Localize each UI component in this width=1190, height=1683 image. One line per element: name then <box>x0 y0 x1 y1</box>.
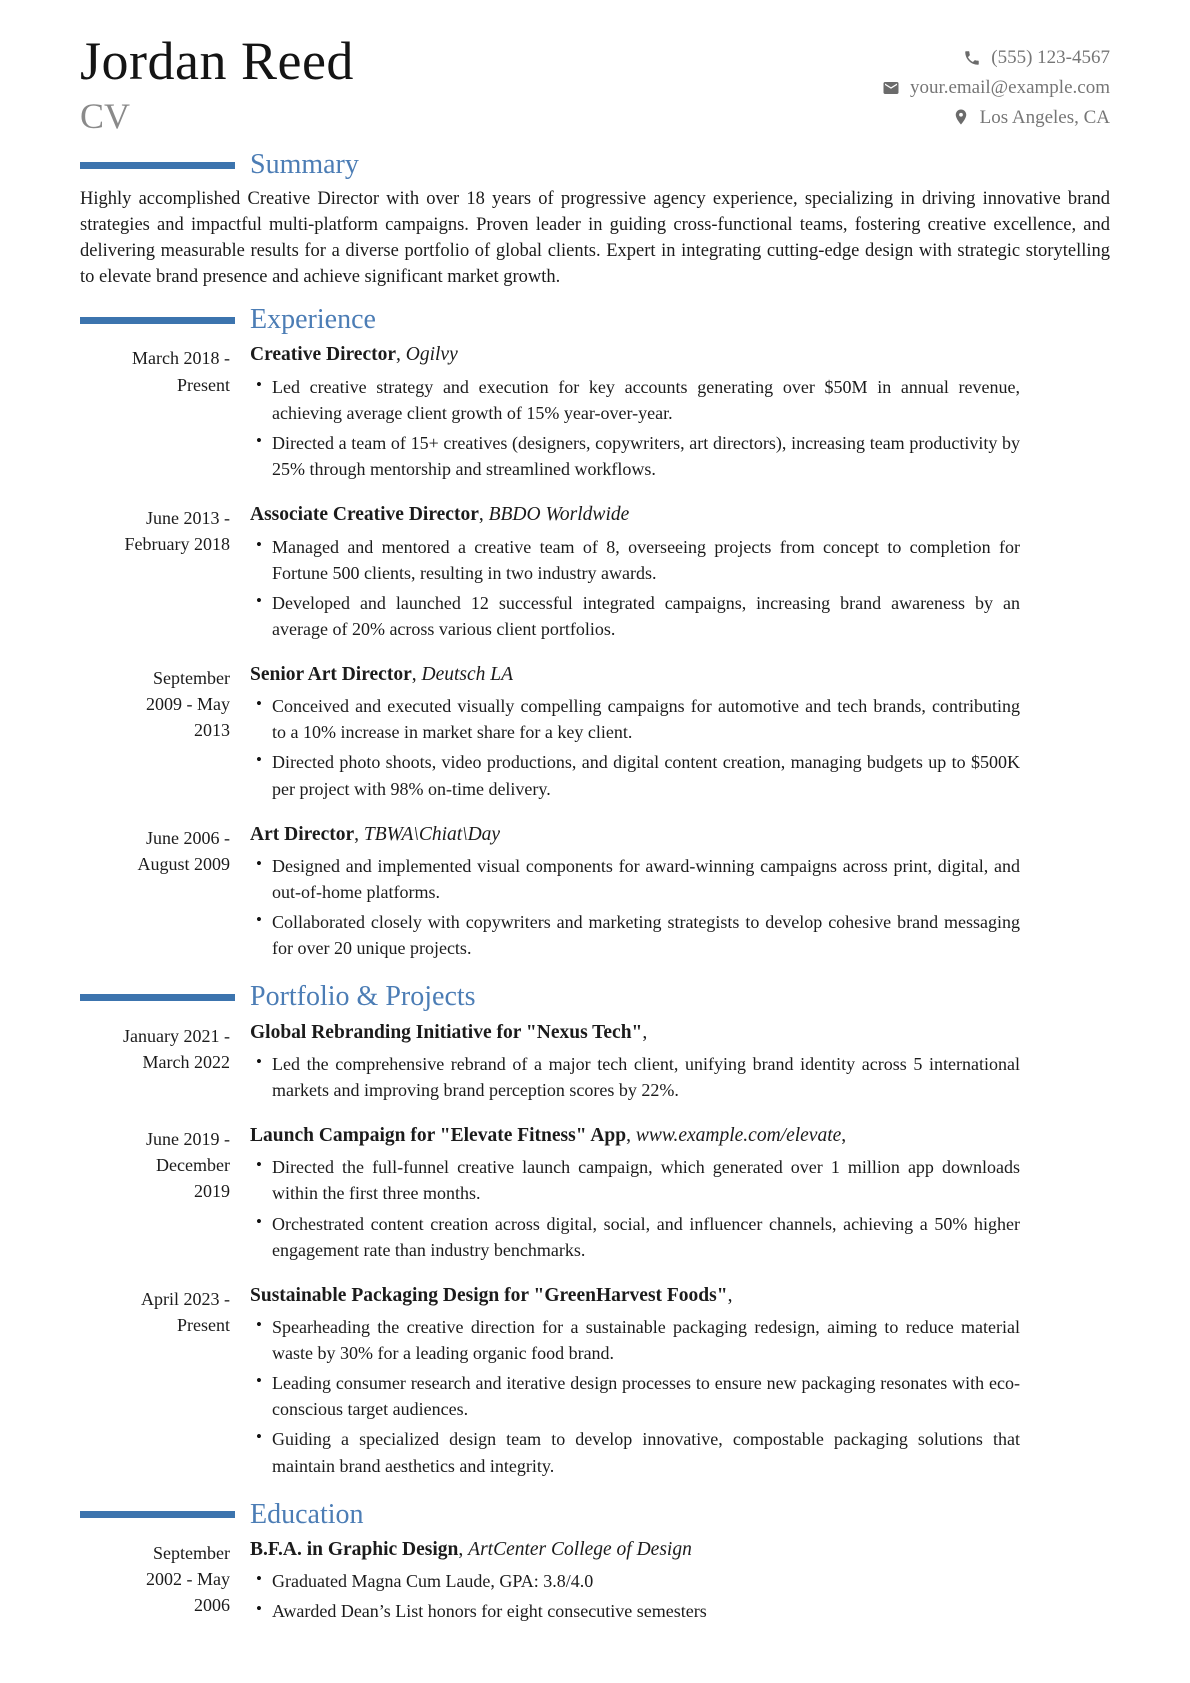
entry-subtitle: TBWA\Chiat\Day <box>363 823 501 845</box>
entry-subtitle: www.example.com/elevate <box>635 1125 842 1147</box>
entry-title: Creative Director <box>250 344 396 366</box>
entry-title-line <box>250 662 1020 687</box>
bullet-item: • Led creative strategy and execution for key accounts generating over $50M in annual revenue, achieving average client growth of 15% year-over-year. <box>272 374 1020 426</box>
entry-separator: , <box>411 663 422 685</box>
entry-separator: , <box>626 1125 636 1147</box>
section-accent-bar <box>80 994 235 1001</box>
section-header <box>80 149 1110 181</box>
entry-date <box>80 822 230 966</box>
section-portfolio-projects <box>80 981 1110 1482</box>
entry-title-line <box>250 502 1020 527</box>
entry-body <box>250 342 1020 486</box>
location-icon <box>952 108 970 126</box>
bullet-item: • Awarded Dean’s List honors for eight consecutive semesters <box>272 1598 1020 1624</box>
section-paragraph: Highly accomplished Creative Director with over 18 years of progressive agency experience, specializing in driving innovative brand strategies and impactful multi-platform campaigns. Proven leader in guiding cross-functional teams, fostering creative excellence, and delivering measurable results for a diverse portfolio of global clients. Expert in integrating cutting-edge design with strategic storytelling to elevate brand presence and achieve significant market growth. <box>80 189 1110 287</box>
entry-subtitle: ArtCenter College of Design <box>468 1538 692 1560</box>
section-accent-bar <box>80 1511 235 1518</box>
section-header <box>80 981 1110 1013</box>
bullet-item: • Directed the full-funnel creative launch campaign, which generated over 1 million app downloads within the first three months. <box>272 1154 1020 1206</box>
entry-title: Associate Creative Director <box>250 504 479 526</box>
entry-body <box>250 1283 1020 1483</box>
bullet-item: • Directed photo shoots, video productions, and digital content creation, managing budgets up to $500K per project with 98% on-time delivery. <box>272 749 1020 801</box>
bullet-list <box>250 1154 1020 1262</box>
section-title: Education <box>250 1498 364 1530</box>
contact-row-location <box>882 106 1110 130</box>
entry-row <box>80 342 1110 486</box>
entry-date-range: June 2006 - August 2009 <box>137 827 230 874</box>
entry-date <box>80 662 230 806</box>
cv-body <box>80 149 1110 1628</box>
bullet-item: • Orchestrated content creation across digital, social, and influencer channels, achieving a 50% higher engagement rate than industry benchmarks. <box>272 1211 1020 1263</box>
entry-subtitle: Deutsch LA <box>421 663 514 685</box>
entry-title-line <box>250 822 1020 847</box>
section-header <box>80 1499 1110 1531</box>
entry-separator: , <box>396 344 406 366</box>
entry-date-range: September 2002 - May 2006 <box>146 1542 230 1616</box>
entry-title: Senior Art Director <box>250 663 412 685</box>
entry-date-range: January 2021 - March 2022 <box>123 1025 230 1072</box>
entry-title-line <box>250 1283 1020 1308</box>
entry-separator: , <box>478 504 489 526</box>
entry-title: B.F.A. in Graphic Design <box>250 1538 459 1560</box>
entry-title: Global Rebranding Initiative for "Nexus Tech" <box>250 1021 643 1043</box>
entry-row <box>80 1123 1110 1267</box>
entry-title: Art Director <box>250 823 355 845</box>
entry-title-line <box>250 342 1020 367</box>
entry-body <box>250 1123 1020 1267</box>
entry-date <box>80 1020 230 1108</box>
section-experience <box>80 304 1110 965</box>
entry-row <box>80 1283 1110 1483</box>
entry-date <box>80 342 230 486</box>
bullet-item: • Managed and mentored a creative team of 8, overseeing projects from concept to completion for Fortune 500 clients, resulting in two industry awards. <box>272 534 1020 586</box>
entry-title: Launch Campaign for "Elevate Fitness" App <box>250 1125 627 1147</box>
contact-row-phone <box>882 46 1110 70</box>
bullet-item: • Guiding a specialized design team to develop innovative, compostable packaging solutions that maintain brand aesthetics and integrity. <box>272 1426 1020 1478</box>
entry-title-line <box>250 1123 1020 1148</box>
entry-separator: , <box>354 823 364 845</box>
section-accent-bar <box>80 162 235 169</box>
bullet-item: • Directed a team of 15+ creatives (designers, copywriters, art directors), increasing team productivity by 25% through mentorship and streamlined workflows. <box>272 430 1020 482</box>
bullet-list <box>250 1314 1020 1479</box>
contact-block <box>882 46 1110 135</box>
section-title: Experience <box>250 304 376 336</box>
entry-body <box>250 1020 1020 1108</box>
entry-suffix: , <box>727 1284 733 1306</box>
bullet-item: • Designed and implemented visual components for award-winning campaigns across print, digital, and out-of-home platforms. <box>272 853 1020 905</box>
section-accent-bar <box>80 317 235 324</box>
entry-title: Sustainable Packaging Design for "GreenHarvest Foods" <box>250 1284 728 1306</box>
bullet-list <box>250 853 1020 961</box>
section-header <box>80 304 1110 336</box>
document-type-label: CV <box>80 96 131 137</box>
person-name: Jordan Reed <box>80 31 354 91</box>
entry-body <box>250 502 1020 646</box>
entry-row <box>80 502 1110 646</box>
entry-date-range: June 2013 - February 2018 <box>124 508 230 555</box>
entry-body <box>250 1537 1020 1629</box>
section-education <box>80 1499 1110 1629</box>
entry-date-range: March 2018 - Present <box>132 348 230 395</box>
entry-separator: , <box>458 1538 469 1560</box>
entry-suffix: , <box>642 1021 648 1043</box>
entry-date <box>80 1123 230 1267</box>
entry-title-line <box>250 1020 1020 1045</box>
email-icon <box>882 79 900 97</box>
entry-row <box>80 1020 1110 1108</box>
section-title: Summary <box>250 149 359 181</box>
entry-row <box>80 662 1110 806</box>
bullet-item: • Graduated Magna Cum Laude, GPA: 3.8/4.0 <box>272 1568 1020 1594</box>
entry-row <box>80 1537 1110 1629</box>
entry-subtitle: Ogilvy <box>405 344 458 366</box>
header-left <box>80 31 354 137</box>
contact-row-email <box>882 76 1110 100</box>
entry-date-range: September 2009 - May 2013 <box>146 667 230 741</box>
bullet-item: • Conceived and executed visually compelling campaigns for automotive and tech brands, contributing to a 10% increase in market share for a key client. <box>272 693 1020 745</box>
section-title: Portfolio & Projects <box>250 981 476 1013</box>
bullet-item: • Collaborated closely with copywriters and marketing strategists to develop cohesive brand messaging for over 20 unique projects. <box>272 909 1020 961</box>
bullet-list <box>250 374 1020 482</box>
entry-body <box>250 822 1020 966</box>
email-address: your.email@example.com <box>909 76 1110 98</box>
bullet-item: • Leading consumer research and iterative design processes to ensure new packaging resonates with eco-conscious target audiences. <box>272 1370 1020 1422</box>
entry-subtitle: BBDO Worldwide <box>488 504 630 526</box>
location-text: Los Angeles, CA <box>979 106 1110 128</box>
bullet-list <box>250 534 1020 642</box>
entry-date <box>80 502 230 646</box>
cv-header <box>80 31 1110 137</box>
phone-icon <box>963 49 981 67</box>
phone-number: (555) 123-4567 <box>991 47 1110 68</box>
bullet-list <box>250 693 1020 801</box>
entry-date <box>80 1537 230 1629</box>
entry-date <box>80 1283 230 1483</box>
bullet-item: • Developed and launched 12 successful integrated campaigns, increasing brand awareness by an average of 20% across various client portfolios. <box>272 590 1020 642</box>
entry-title-line <box>250 1537 1020 1562</box>
entry-body <box>250 662 1020 806</box>
bullet-item: • Led the comprehensive rebrand of a major tech client, unifying brand identity across 5 international markets and improving brand perception scores by 22%. <box>272 1051 1020 1103</box>
bullet-list <box>250 1051 1020 1103</box>
entry-date-range: June 2019 - December 2019 <box>146 1129 230 1202</box>
entry-date-range: April 2023 - Present <box>141 1288 230 1335</box>
entry-row <box>80 822 1110 966</box>
entry-suffix: , <box>841 1125 847 1147</box>
section-summary <box>80 149 1110 290</box>
bullet-list <box>250 1568 1020 1624</box>
bullet-item: • Spearheading the creative direction for a sustainable packaging redesign, aiming to reduce material waste by 30% for a leading organic food brand. <box>272 1314 1020 1366</box>
